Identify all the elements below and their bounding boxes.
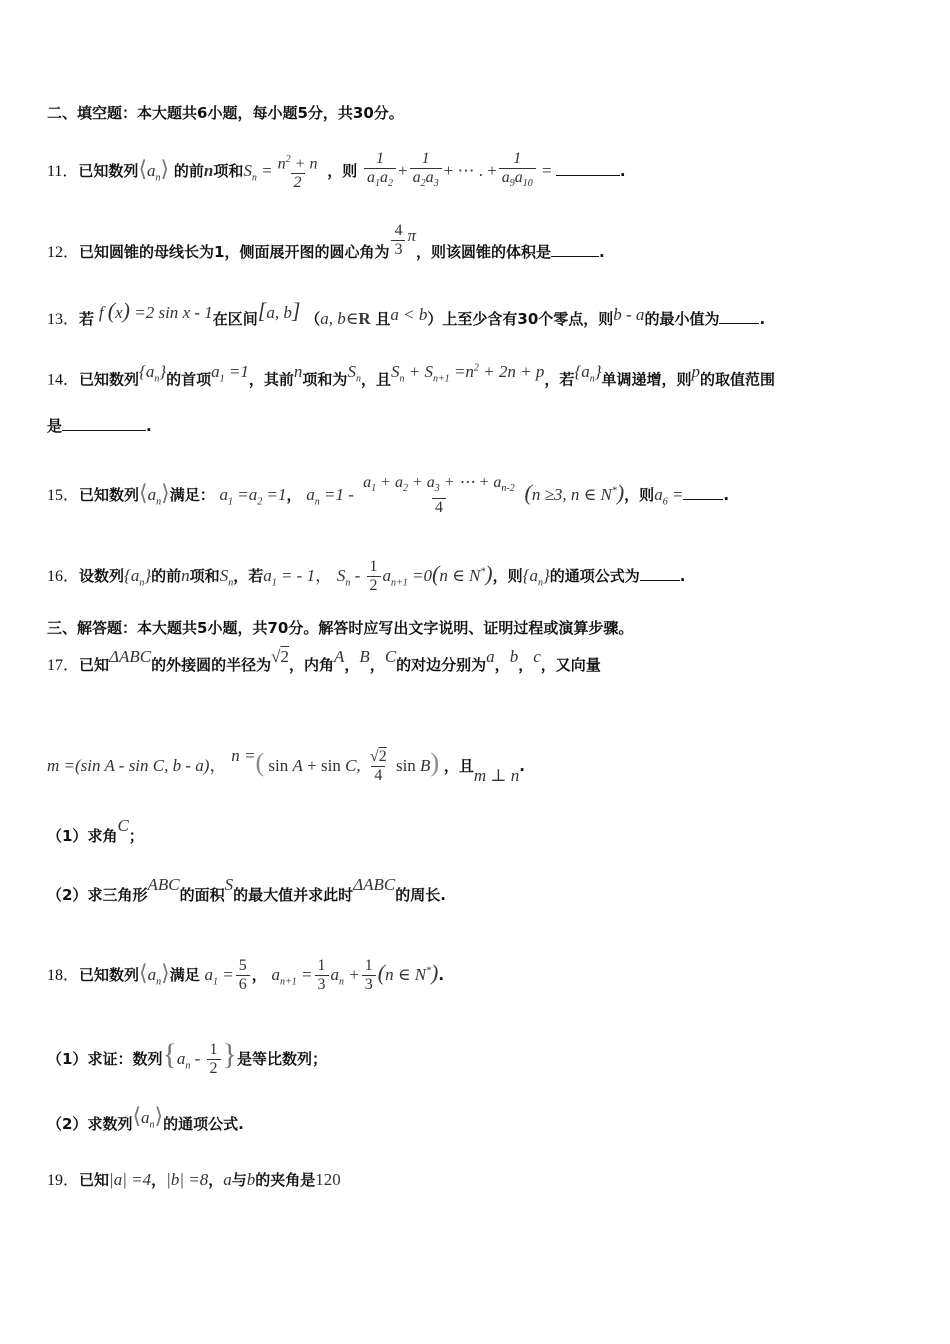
- q17-text: ，: [344, 656, 360, 674]
- answer-blank[interactable]: [640, 566, 680, 581]
- part-label: （1）: [47, 827, 88, 845]
- q11-text: 项和: [213, 162, 244, 181]
- q17-text: 的周长.: [395, 886, 446, 904]
- q15-text: 满足：: [169, 486, 215, 505]
- q18-text: 满足: [169, 966, 200, 984]
- sum-relation-formula: $S_n + S_{n+1} =n^2 + 2n + p$: [390, 361, 545, 385]
- q17-text: .: [519, 757, 525, 775]
- question-number: 19．: [47, 1172, 80, 1189]
- q16-text: 的前: [151, 567, 182, 585]
- question-number: 14．: [47, 371, 80, 389]
- recurrence-fraction: $\frac{a_1 + a_2 + a_3 + \cdots + a_{n-2}}{4}$: [363, 474, 515, 517]
- q15-text: ，则: [624, 486, 655, 505]
- q14-text: 的取值范围: [700, 370, 776, 389]
- q17-text: 已知: [79, 656, 110, 674]
- question-17-part-2: （2）求三角形ABC的面积S的最大值并求此时ΔABC的周长.: [47, 875, 446, 904]
- q18-text: ，: [251, 966, 267, 984]
- sum-formula: $S_n$ =: [243, 161, 273, 184]
- q17-text: ，: [369, 656, 385, 674]
- part-label: （2）: [47, 1115, 88, 1133]
- perpendicular-formula: m ⊥ n: [473, 766, 520, 785]
- q14-text: ，且: [360, 370, 391, 389]
- q18-text: 求证：数列: [87, 1050, 163, 1068]
- q14-text: ，其前: [248, 370, 294, 389]
- question-number: 12．: [47, 244, 80, 261]
- question-19: 19．已知|a| =4，|b| =8，a与b的夹角是120: [47, 1170, 341, 1189]
- q14-text: .: [146, 417, 152, 435]
- vector-m-formula: m =(sin A - sin C, b - a): [47, 756, 210, 775]
- sequence-formula: ⟨: [138, 156, 148, 182]
- question-12: 12．已知圆锥的母线长为1，侧面展开图的圆心角为 $\frac{4}{3}$ π，则该圆锥的体积是 .: [47, 222, 605, 261]
- q16-text: 的通项公式为: [549, 567, 640, 585]
- magnitude-b-formula: |b| =8: [166, 1170, 209, 1189]
- question-16: 16．设数列$\{a_n\}$的前n项和$S_n$，若$a_1$ = - 1， $S_n$ - $\frac{1}{2}$ $a_{n+1} =0(n$ ∈ N*)，则$\{a_n\}$的通项公式为 .: [47, 558, 686, 594]
- q14-text: 单调递增，则: [601, 370, 692, 389]
- q14-text: ，若: [544, 370, 575, 389]
- q11-text: .: [619, 162, 626, 181]
- first-term-formula: $a_1 =1$: [211, 361, 249, 385]
- inequality-formula: a < b: [390, 305, 428, 324]
- answer-blank[interactable]: [683, 485, 723, 500]
- question-number: 13．: [47, 311, 80, 328]
- question-17-part-1: （1）求角C；: [47, 816, 144, 845]
- q17-text: ，: [518, 656, 534, 674]
- q17-text: 的对边分别为: [396, 656, 487, 674]
- function-formula: f (x) =2 sin x - 1: [98, 298, 213, 323]
- q19-text: ，: [208, 1171, 224, 1189]
- sum-fraction: $\frac{n^2 + n}{2}$: [277, 153, 318, 192]
- reciprocal-sum-term: $\frac{1}{a_1a_2}$: [364, 150, 396, 193]
- angle-fraction: $\frac{4}{3}$: [391, 222, 405, 259]
- first-term-formula: $a_1$ =: [204, 965, 234, 988]
- q19-text: ，: [151, 1171, 167, 1189]
- triangle-formula: ΔABC: [109, 647, 152, 666]
- q18-text: .: [438, 966, 445, 984]
- q17-text: 的面积: [179, 886, 225, 904]
- q16-text: .: [679, 567, 686, 585]
- q13-text: 的最小值为: [644, 310, 720, 328]
- question-number: 16．: [47, 568, 80, 585]
- q17-text: ，又向量: [540, 656, 601, 674]
- part-label: （2）: [47, 886, 88, 904]
- reciprocal-sum-term: $\frac{1}{a_2a_3}$: [410, 150, 442, 193]
- question-number: 18．: [47, 967, 80, 984]
- question-14-continued: [47, 416, 152, 436]
- q13-text: .: [759, 310, 766, 328]
- question-14: 14．已知数列$\{a_n\}$的首项$a_1 =1$，其前n项和为$S_n$，且$S_n + S_{n+1} =n^2 + 2n + p$，若$\{a_n\}$单调递增，则p的取值范围: [47, 361, 776, 389]
- magnitude-a-formula: |a| =4: [109, 1170, 152, 1189]
- one-third: $\frac{1}{3}$: [315, 957, 329, 994]
- answer-blank[interactable]: [551, 242, 599, 257]
- sequence-formula: $\{a_n\}$: [139, 361, 167, 385]
- q18-text: 的通项公式.: [163, 1115, 244, 1133]
- recurrence-formula: $a_n =1$ -: [306, 485, 359, 508]
- question-18-part-2: （2）求数列$⟨a_n⟩$的通项公式.: [47, 1103, 244, 1133]
- question-number: 15．: [47, 487, 80, 505]
- question-18-part-1: （1）求证：数列{$a_n$ - $\frac{1}{2}$ }是等比数列；: [47, 1038, 327, 1077]
- q16-text: 项和: [189, 567, 220, 585]
- q11-text: 已知数列: [78, 162, 139, 181]
- vector-n-formula: sin: [264, 756, 293, 775]
- q12-text: .: [599, 243, 605, 261]
- q13-text: ）上至少含有30个零点，则: [427, 310, 614, 328]
- q14-text: 项和为: [302, 370, 348, 389]
- domain-formula: (n ≥3, n ∈ N*): [524, 480, 625, 506]
- q18-text: 已知数列: [79, 966, 140, 984]
- q17-text: ，: [494, 656, 510, 674]
- answer-blank[interactable]: [719, 309, 759, 324]
- answer-blank[interactable]: [556, 161, 620, 176]
- q19-text: 的夹角是: [255, 1171, 316, 1189]
- difference-formula: b - a: [613, 305, 645, 324]
- q14-text: 的首项: [166, 370, 212, 389]
- q14-text: 已知数列: [79, 370, 140, 389]
- q17-text: ，且: [443, 757, 474, 775]
- q12-text: ，则该圆锥的体积是: [416, 243, 552, 261]
- five-sixths: $\frac{5}{6}$: [236, 957, 250, 994]
- one-third: $\frac{1}{3}$: [362, 957, 376, 994]
- q16-text: ，若: [233, 567, 264, 585]
- q11-text: ，则: [327, 162, 358, 181]
- q17-text: 的外接圆的半径为: [151, 656, 272, 674]
- q12-text: 已知圆锥的母线长为1，侧面展开图的圆心角为: [79, 243, 390, 261]
- section3-heading: 三、解答题：本大题共5小题，共70分。解答时应写出文字说明、证明过程或演算步骤。: [47, 619, 634, 637]
- initial-terms-formula: $a_1 =a_2 =1$: [219, 485, 287, 508]
- q19-text: 与: [231, 1171, 247, 1189]
- q11-text: n: [203, 161, 214, 181]
- reciprocal-sum-term: $\frac{1}{a_9a_{10}}$: [499, 150, 536, 193]
- q17-text: 的最大值并求此时: [233, 886, 354, 904]
- section2-heading: 二、填空题：本大题共6小题，每小题5分，共30分。: [47, 104, 404, 122]
- question-11: 11．已知数列$⟨a_n⟩$ 的前n项和$S_n$ = $\frac{n^2 + n}{2}$ ，则 $\frac{1}{a_1a_2}$ + $\frac{1}{a_2a_3}$ + ⋯ . + $\frac{1}{a_9a_{10}}$ = .: [47, 150, 626, 192]
- question-13: 13．若 f (x) =2 sin x - 1在区间[a, b] （a, b∈R 且a < b）上至少含有30个零点，则b - a的最小值为 .: [47, 298, 766, 328]
- sqrt2-over-4: $\frac{√2}{4}$: [369, 748, 387, 784]
- q15-text: 已知数列: [79, 486, 140, 505]
- interval-formula: [a, b]: [257, 298, 301, 323]
- part-label: （1）: [47, 1050, 88, 1068]
- vector-n-formula: n =: [231, 746, 256, 765]
- vector-n-formula: (: [255, 748, 265, 777]
- q13-text: 且: [375, 310, 391, 328]
- q11-text: 的前: [173, 162, 204, 181]
- question-number: 11．: [47, 163, 79, 181]
- one-half: $\frac{1}{2}$: [207, 1041, 221, 1078]
- q14-text: 是: [47, 417, 63, 435]
- question-18: 18．已知数列$⟨a_n⟩$满足 $a_1$ = $\frac{5}{6}$ ， $a_{n+1}$ = $\frac{1}{3}$ $a_n$ + $\frac{1}{3}$ (n ∈ N*).: [47, 957, 445, 993]
- q17-text: ，内角: [288, 656, 334, 674]
- q17-text: 求三角形: [87, 886, 148, 904]
- angle-value: 120: [315, 1170, 341, 1189]
- answer-blank[interactable]: [62, 416, 146, 431]
- question-number: 17．: [47, 657, 80, 674]
- q16-text: ，则: [492, 567, 523, 585]
- q18-text: 是等比数列；: [236, 1050, 327, 1068]
- q18-text: 求数列: [87, 1115, 133, 1133]
- condition-formula: a, b: [320, 309, 346, 328]
- recurrence-formula: $a_{n+1}$ =: [271, 965, 313, 988]
- q19-text: 已知: [79, 1171, 110, 1189]
- q17-text: 求角: [87, 827, 118, 845]
- q13-text: 在区间: [212, 310, 258, 328]
- q15-text: ，: [286, 486, 302, 505]
- question-15: 15．已知数列$⟨a_n⟩$满足： $a_1 =a_2 =1$， $a_n =1$ - $\frac{a_1 + a_2 + a_3 + \cdots + a_{n-2}}{4}$ (n ≥3, n ∈ N*)，则$a_6$ = .: [47, 474, 730, 517]
- q17-text: ；: [128, 827, 144, 845]
- q15-text: .: [723, 486, 730, 505]
- q16-text: 设数列: [79, 567, 125, 585]
- q13-text: 若: [79, 310, 95, 328]
- question-17: 17．已知ΔABC的外接圆的半径为√2，内角A，B，C的对边分别为a，b，c，又向量: [47, 647, 601, 674]
- half-fraction: $\frac{1}{2}$: [367, 558, 381, 595]
- q13-text: （: [305, 310, 321, 328]
- question-17-vectors: m =(sin A - sin C, b - a)， n =( sin A + sin C, $\frac{√2}{4}$ sin B) ，且m ⊥ n.: [47, 746, 525, 785]
- relation-formula: $S_n$ -: [336, 566, 365, 589]
